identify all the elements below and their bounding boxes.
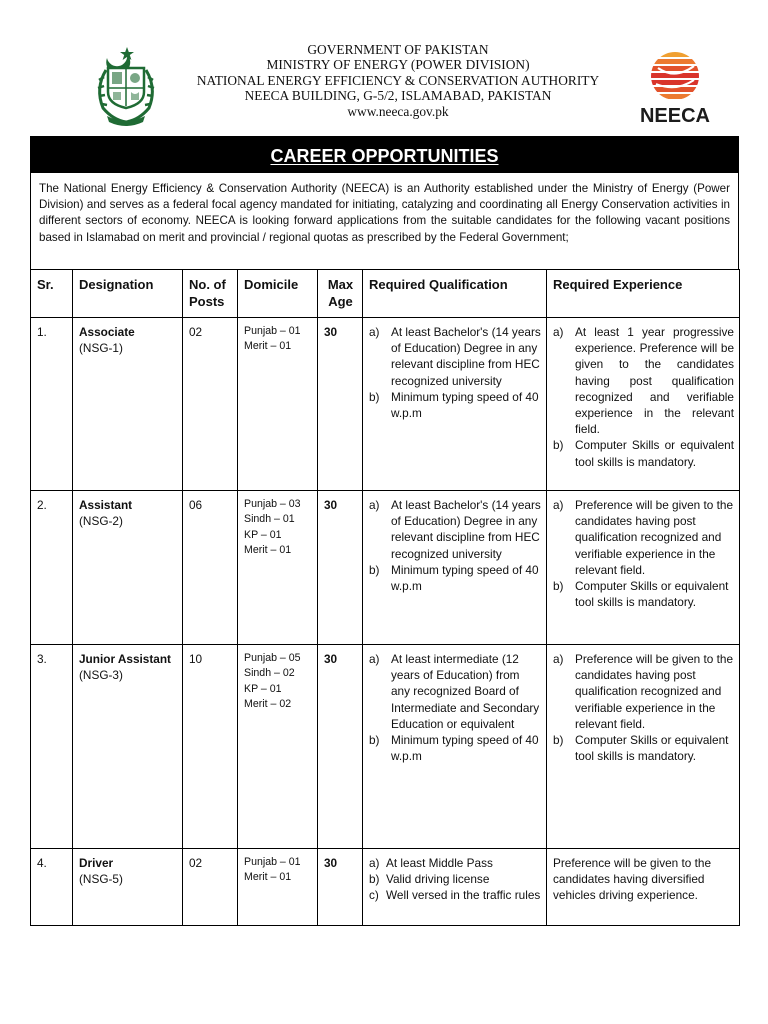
cell-designation — [73, 318, 183, 491]
domicile-quota: Sindh – 02 — [244, 667, 295, 680]
list-item: b) Computer Skills or equivalent tool skills is mandatory. — [553, 579, 729, 610]
header-line-authority: NATIONAL ENERGY EFFICIENCY & CONSERVATION AUTHORITY — [196, 72, 600, 88]
list-item: b) Minimum typing speed of 40 w.p.m — [369, 389, 539, 421]
domicile-quota: Merit – 01 — [244, 340, 292, 353]
header-line-government: GOVERNMENT OF PAKISTAN — [307, 42, 489, 57]
neeca-logo-text: NEECA — [639, 105, 711, 126]
cell-designation — [73, 491, 183, 645]
domicile-quota: Merit – 02 — [244, 697, 292, 710]
intro-paragraph: The National Energy Efficiency & Conservation Authority (NEECA) is an Authority established under the Ministry of Energy (Power Division) and serves as a federal focal agency mandated for initiating, catalyzing and coordinating all Energy Conservation activities in different sectors of economy. NEECA is looking forward applications from the suitable candidates for the following vacant positions based in Islamabad on merit and provincial / regional quotas as prescribed by the Federal Government; — [30, 173, 739, 269]
cell-domicile — [238, 491, 318, 645]
cell-domicile — [238, 849, 318, 926]
cell-posts: 10 — [183, 645, 238, 849]
cell-experience — [547, 645, 740, 849]
cell-posts: 02 — [183, 849, 238, 926]
column-header-posts: No. of Posts — [183, 270, 238, 318]
domicile-quota: Merit – 01 — [244, 871, 292, 884]
table-row — [31, 849, 740, 926]
cell-max-age: 30 — [318, 849, 363, 926]
header-line-website: www.neeca.gov.pk — [347, 103, 449, 119]
cell-domicile — [238, 318, 318, 491]
cell-sr: 3. — [31, 645, 73, 849]
cell-max-age: 30 — [318, 318, 363, 491]
table-header-row — [31, 270, 740, 318]
cell-designation — [73, 645, 183, 849]
designation-title: Driver — [79, 856, 114, 870]
column-header-max-age: Max Age — [318, 270, 363, 318]
domicile-quota: Merit – 01 — [244, 543, 292, 556]
table-row — [31, 318, 740, 491]
domicile-quota: Sindh – 01 — [244, 513, 295, 526]
cell-max-age: 30 — [318, 645, 363, 849]
list-item: a) Preference will be given to the candidates having post qualification recognized and verifiable experience in the relevant field. — [553, 652, 734, 731]
column-header-designation: Designation — [73, 270, 183, 318]
list-item: b) Minimum typing speed of 40 w.p.m — [369, 733, 539, 764]
cell-experience: Preference will be given to the candidates having diversified vehicles driving experience. — [547, 849, 740, 926]
list-item: b) Minimum typing speed of 40 w.p.m — [369, 562, 539, 594]
cell-posts: 02 — [183, 318, 238, 491]
domicile-quota: Punjab – 01 — [244, 325, 301, 337]
cell-qualification — [363, 318, 547, 491]
cell-qualification — [363, 849, 547, 926]
page-title: CAREER OPPORTUNITIES — [270, 146, 499, 166]
domicile-quota: KP – 01 — [244, 682, 282, 695]
designation-grade: (NSG-2) — [79, 514, 123, 529]
government-header-text — [160, 42, 636, 119]
cell-qualification — [363, 645, 547, 849]
table-row — [31, 645, 740, 849]
list-item: b) Computer Skills or equivalent tool skills is mandatory. — [553, 733, 729, 764]
cell-experience — [547, 318, 740, 491]
cell-domicile — [238, 645, 318, 849]
list-item: b) Valid driving license — [369, 872, 490, 887]
column-header-sr: Sr. — [31, 270, 73, 318]
column-header-qualification: Required Qualification — [363, 270, 547, 318]
neeca-logo — [628, 46, 722, 126]
neeca-globe-icon — [648, 52, 702, 99]
cell-sr: 2. — [31, 491, 73, 645]
list-item: a) At least 1 year progressive experience. Preference will be given to the candidates having post qualification recognized and verifiable experience in the relevant field. — [553, 325, 734, 437]
cell-sr: 4. — [31, 849, 73, 926]
cell-qualification — [363, 491, 547, 645]
domicile-quota: Punjab – 01 — [244, 856, 301, 868]
domicile-quota: Punjab – 05 — [244, 652, 301, 664]
header-line-address: NEECA BUILDING, G-5/2, ISLAMABAD, PAKISTAN — [244, 88, 552, 104]
table-row — [31, 491, 740, 645]
column-header-domicile: Domicile — [238, 270, 318, 318]
list-item: a) At least intermediate (12 years of Education) from any recognized Board of Intermediate and Secondary Education or equivalent — [369, 652, 540, 731]
cell-posts: 06 — [183, 491, 238, 645]
designation-title: Assistant — [79, 498, 133, 512]
domicile-quota: KP – 01 — [244, 528, 282, 541]
designation-title: Junior Assistant — [79, 652, 171, 666]
list-item: a) Preference will be given to the candidates having post qualification recognized and verifiable experience in the relevant field. — [553, 498, 734, 577]
designation-grade: (NSG-3) — [79, 668, 123, 683]
list-item: a) At least Bachelor's (14 years of Education) Degree in any relevant discipline from HEC recognized university — [369, 498, 541, 561]
list-item: a) At least Bachelor's (14 years of Education) Degree in any relevant discipline from HEC recognized university — [369, 325, 541, 388]
letterhead — [0, 40, 768, 130]
vacancies-table — [30, 269, 740, 926]
list-item: c) Well versed in the traffic rules — [369, 888, 541, 903]
cell-max-age: 30 — [318, 491, 363, 645]
list-item: b) Computer Skills or equivalent tool skills is mandatory. — [553, 438, 734, 469]
cell-designation — [73, 849, 183, 926]
pakistan-emblem-icon — [93, 44, 159, 128]
designation-grade: (NSG-1) — [79, 341, 123, 356]
cell-sr: 1. — [31, 318, 73, 491]
domicile-quota: Punjab – 03 — [244, 498, 301, 510]
header-line-ministry: MINISTRY OF ENERGY (POWER DIVISION) — [266, 57, 530, 73]
designation-grade: (NSG-5) — [79, 872, 123, 887]
page-title-banner — [30, 136, 739, 173]
list-item: a) At least Middle Pass — [369, 856, 493, 870]
designation-title: Associate — [79, 325, 135, 339]
cell-experience — [547, 491, 740, 645]
column-header-experience: Required Experience — [547, 270, 740, 318]
